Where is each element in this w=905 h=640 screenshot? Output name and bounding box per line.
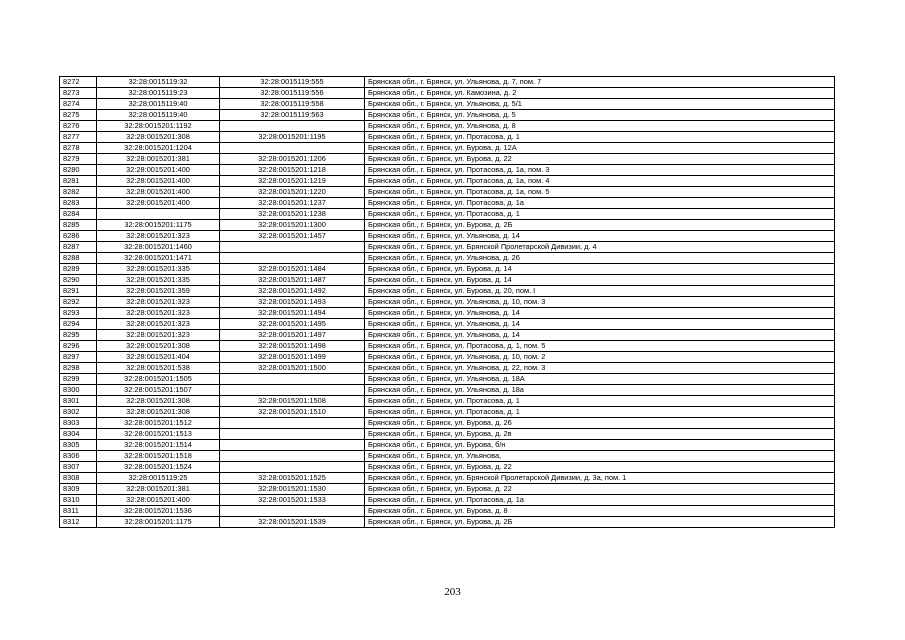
parent-cadastral-number-cell: 32:28:0015201:335: [97, 264, 220, 275]
cadastral-number-cell: 32:28:0015119:563: [220, 110, 365, 121]
table-row: [60, 407, 835, 418]
address-cell: Брянская обл., г. Брянск, ул. Ульянова, д. 10, пом. 2: [365, 352, 835, 363]
cadastral-number-cell: 32:28:0015119:556: [220, 88, 365, 99]
record-number-cell: 8277: [60, 132, 97, 143]
cadastral-number-cell: 32:28:0015201:1487: [220, 275, 365, 286]
address-cell: Брянская обл., г. Брянск, ул. Брянской Пролетарской Дивизии, д. 3а, пом. 1: [365, 473, 835, 484]
cadastral-number-cell: 32:28:0015201:1533: [220, 495, 365, 506]
record-number-cell: 8307: [60, 462, 97, 473]
parent-cadastral-number-cell: 32:28:0015201:1518: [97, 451, 220, 462]
record-number-cell: 8303: [60, 418, 97, 429]
table-row: [60, 484, 835, 495]
cadastral-number-cell: 32:28:0015201:1300: [220, 220, 365, 231]
cadastral-number-cell: [220, 418, 365, 429]
address-cell: Брянская обл., г. Брянск, ул. Протасова, д. 1: [365, 132, 835, 143]
record-number-cell: 8286: [60, 231, 97, 242]
cadastral-number-cell: [220, 121, 365, 132]
table-row: [60, 198, 835, 209]
table-row: [60, 143, 835, 154]
address-cell: Брянская обл., г. Брянск, ул. Протасова, д. 1: [365, 396, 835, 407]
table-row: [60, 242, 835, 253]
parent-cadastral-number-cell: [97, 209, 220, 220]
record-number-cell: 8296: [60, 341, 97, 352]
parent-cadastral-number-cell: 32:28:0015201:1192: [97, 121, 220, 132]
address-cell: Брянская обл., г. Брянск, ул. Бурова, д. 22: [365, 484, 835, 495]
parent-cadastral-number-cell: 32:28:0015201:381: [97, 484, 220, 495]
address-cell: Брянская обл., г. Брянск, ул. Бурова, д. 2Б: [365, 220, 835, 231]
table-row: [60, 363, 835, 374]
table-row: [60, 418, 835, 429]
cadastral-number-cell: 32:28:0015201:1499: [220, 352, 365, 363]
record-number-cell: 8274: [60, 99, 97, 110]
address-cell: Брянская обл., г. Брянск, ул. Ульянова, д. 10, пом. 3: [365, 297, 835, 308]
address-cell: Брянская обл., г. Брянск, ул. Протасова, д. 1а: [365, 495, 835, 506]
cadastral-number-cell: 32:28:0015119:558: [220, 99, 365, 110]
record-number-cell: 8289: [60, 264, 97, 275]
cadastral-number-cell: [220, 385, 365, 396]
parent-cadastral-number-cell: 32:28:0015201:381: [97, 154, 220, 165]
address-cell: Брянская обл., г. Брянск, ул. Ульянова, д. 7, пом. 7: [365, 77, 835, 88]
record-number-cell: 8306: [60, 451, 97, 462]
record-number-cell: 8288: [60, 253, 97, 264]
record-number-cell: 8284: [60, 209, 97, 220]
parent-cadastral-number-cell: 32:28:0015201:1536: [97, 506, 220, 517]
parent-cadastral-number-cell: 32:28:0015201:308: [97, 407, 220, 418]
parent-cadastral-number-cell: 32:28:0015119:40: [97, 99, 220, 110]
cadastral-number-cell: 32:28:0015201:1530: [220, 484, 365, 495]
address-cell: Брянская обл., г. Брянск, ул. Протасова, д. 1а, пом. 5: [365, 187, 835, 198]
cadastral-number-cell: [220, 506, 365, 517]
table-row: [60, 209, 835, 220]
parent-cadastral-number-cell: 32:28:0015201:1204: [97, 143, 220, 154]
table-row: [60, 319, 835, 330]
address-cell: Брянская обл., г. Брянск, ул. Протасова, д. 1: [365, 407, 835, 418]
cadastral-number-cell: 32:28:0015201:1218: [220, 165, 365, 176]
record-number-cell: 8285: [60, 220, 97, 231]
address-cell: Брянская обл., г. Брянск, ул. Протасова, д. 1а, пом. 3: [365, 165, 835, 176]
address-cell: Брянская обл., г. Брянск, ул. Брянской Пролетарской Дивизии, д. 4: [365, 242, 835, 253]
cadastral-number-cell: [220, 462, 365, 473]
parent-cadastral-number-cell: 32:28:0015201:538: [97, 363, 220, 374]
cadastral-number-cell: 32:28:0015201:1539: [220, 517, 365, 528]
parent-cadastral-number-cell: 32:28:0015119:23: [97, 88, 220, 99]
parent-cadastral-number-cell: 32:28:0015201:323: [97, 319, 220, 330]
cadastral-number-cell: 32:28:0015201:1195: [220, 132, 365, 143]
page-number: 203: [444, 586, 461, 598]
record-number-cell: 8276: [60, 121, 97, 132]
address-cell: Брянская обл., г. Брянск, ул. Бурова, д. 20, пом. I: [365, 286, 835, 297]
parent-cadastral-number-cell: 32:28:0015201:335: [97, 275, 220, 286]
cadastral-number-cell: 32:28:0015201:1500: [220, 363, 365, 374]
parent-cadastral-number-cell: 32:28:0015201:1513: [97, 429, 220, 440]
table-row: [60, 253, 835, 264]
parent-cadastral-number-cell: 32:28:0015201:1505: [97, 374, 220, 385]
cadastral-number-cell: 32:28:0015201:1508: [220, 396, 365, 407]
cadastral-number-cell: [220, 451, 365, 462]
table-row: [60, 88, 835, 99]
address-cell: Брянская обл., г. Брянск, ул. Ульянова, д. 14: [365, 330, 835, 341]
parent-cadastral-number-cell: 32:28:0015119:25: [97, 473, 220, 484]
record-number-cell: 8294: [60, 319, 97, 330]
parent-cadastral-number-cell: 32:28:0015201:1460: [97, 242, 220, 253]
address-cell: Брянская обл., г. Брянск, ул. Ульянова, д. 8: [365, 121, 835, 132]
cadastral-number-cell: 32:28:0015201:1498: [220, 341, 365, 352]
cadastral-number-cell: 32:28:0015201:1497: [220, 330, 365, 341]
parent-cadastral-number-cell: 32:28:0015201:400: [97, 187, 220, 198]
address-cell: Брянская обл., г. Брянск, ул. Бурова, б/н: [365, 440, 835, 451]
table-row: [60, 396, 835, 407]
cadastral-number-cell: 32:28:0015201:1495: [220, 319, 365, 330]
record-number-cell: 8300: [60, 385, 97, 396]
table-row: [60, 264, 835, 275]
record-number-cell: 8280: [60, 165, 97, 176]
table-row: [60, 495, 835, 506]
table-row: [60, 121, 835, 132]
record-number-cell: 8282: [60, 187, 97, 198]
address-cell: Брянская обл., г. Брянск, ул. Протасова, д. 1, пом. 5: [365, 341, 835, 352]
address-cell: Брянская обл., г. Брянск, ул. Ульянова, д. 5: [365, 110, 835, 121]
parent-cadastral-number-cell: 32:28:0015201:1512: [97, 418, 220, 429]
parent-cadastral-number-cell: 32:28:0015201:359: [97, 286, 220, 297]
parent-cadastral-number-cell: 32:28:0015201:400: [97, 495, 220, 506]
record-number-cell: 8290: [60, 275, 97, 286]
parent-cadastral-number-cell: 32:28:0015201:404: [97, 352, 220, 363]
address-cell: Брянская обл., г. Брянск, ул. Бурова, д. 2в: [365, 429, 835, 440]
cadastral-number-cell: 32:28:0015201:1220: [220, 187, 365, 198]
cadastral-number-cell: 32:28:0015119:555: [220, 77, 365, 88]
cadastral-number-cell: 32:28:0015201:1206: [220, 154, 365, 165]
parent-cadastral-number-cell: 32:28:0015201:323: [97, 231, 220, 242]
table-row: [60, 517, 835, 528]
table-row: [60, 286, 835, 297]
record-number-cell: 8297: [60, 352, 97, 363]
address-cell: Брянская обл., г. Брянск, ул. Ульянова,: [365, 451, 835, 462]
record-number-cell: 8299: [60, 374, 97, 385]
cadastral-number-cell: [220, 374, 365, 385]
address-cell: Брянская обл., г. Брянск, ул. Бурова, д. 14: [365, 275, 835, 286]
parent-cadastral-number-cell: 32:28:0015201:400: [97, 176, 220, 187]
record-number-cell: 8308: [60, 473, 97, 484]
table-row: [60, 297, 835, 308]
parent-cadastral-number-cell: 32:28:0015201:400: [97, 165, 220, 176]
parent-cadastral-number-cell: 32:28:0015201:308: [97, 396, 220, 407]
table-row: [60, 187, 835, 198]
cadastral-number-cell: 32:28:0015201:1457: [220, 231, 365, 242]
address-cell: Брянская обл., г. Брянск, ул. Бурова, д. 22: [365, 154, 835, 165]
cadastral-number-cell: 32:28:0015201:1492: [220, 286, 365, 297]
parent-cadastral-number-cell: 32:28:0015201:308: [97, 132, 220, 143]
parent-cadastral-number-cell: 32:28:0015201:1507: [97, 385, 220, 396]
parent-cadastral-number-cell: 32:28:0015201:400: [97, 198, 220, 209]
parent-cadastral-number-cell: 32:28:0015201:323: [97, 330, 220, 341]
address-cell: Брянская обл., г. Брянск, ул. Ульянова, д. 26: [365, 253, 835, 264]
table-row: [60, 473, 835, 484]
address-cell: Брянская обл., г. Брянск, ул. Ульянова, д. 22, пом. 3: [365, 363, 835, 374]
record-number-cell: 8287: [60, 242, 97, 253]
table-row: [60, 275, 835, 286]
record-number-cell: 8279: [60, 154, 97, 165]
parent-cadastral-number-cell: 32:28:0015201:1524: [97, 462, 220, 473]
record-number-cell: 8301: [60, 396, 97, 407]
cadastral-number-cell: 32:28:0015201:1238: [220, 209, 365, 220]
table-row: [60, 77, 835, 88]
address-cell: Брянская обл., г. Брянск, ул. Протасова, д. 1а: [365, 198, 835, 209]
table-row: [60, 308, 835, 319]
table-row: [60, 506, 835, 517]
parent-cadastral-number-cell: 32:28:0015201:323: [97, 308, 220, 319]
cadastral-number-cell: [220, 143, 365, 154]
table-row: [60, 154, 835, 165]
record-number-cell: 8293: [60, 308, 97, 319]
table-row: [60, 165, 835, 176]
record-number-cell: 8273: [60, 88, 97, 99]
record-number-cell: 8311: [60, 506, 97, 517]
address-cell: Брянская обл., г. Брянск, ул. Ульянова, д. 14: [365, 308, 835, 319]
record-number-cell: 8292: [60, 297, 97, 308]
cadastral-number-cell: 32:28:0015201:1237: [220, 198, 365, 209]
record-number-cell: 8283: [60, 198, 97, 209]
cadastral-number-cell: 32:28:0015201:1219: [220, 176, 365, 187]
registry-table-body: [60, 77, 835, 528]
record-number-cell: 8291: [60, 286, 97, 297]
registry-table: [59, 76, 835, 528]
cadastral-number-cell: 32:28:0015201:1493: [220, 297, 365, 308]
table-row: [60, 451, 835, 462]
table-row: [60, 429, 835, 440]
table-row: [60, 231, 835, 242]
address-cell: Брянская обл., г. Брянск, ул. Ульянова, д. 14: [365, 231, 835, 242]
record-number-cell: 8272: [60, 77, 97, 88]
address-cell: Брянская обл., г. Брянск, ул. Бурова, д. 2Б: [365, 517, 835, 528]
parent-cadastral-number-cell: 32:28:0015119:40: [97, 110, 220, 121]
parent-cadastral-number-cell: 32:28:0015201:1471: [97, 253, 220, 264]
record-number-cell: 8278: [60, 143, 97, 154]
address-cell: Брянская обл., г. Брянск, ул. Протасова, д. 1: [365, 209, 835, 220]
table-row: [60, 352, 835, 363]
parent-cadastral-number-cell: 32:28:0015119:32: [97, 77, 220, 88]
address-cell: Брянская обл., г. Брянск, ул. Ульянова, д. 5/1: [365, 99, 835, 110]
address-cell: Брянская обл., г. Брянск, ул. Камозина, д. 2: [365, 88, 835, 99]
cadastral-number-cell: [220, 429, 365, 440]
table-row: [60, 132, 835, 143]
record-number-cell: 8302: [60, 407, 97, 418]
table-row: [60, 110, 835, 121]
cadastral-number-cell: [220, 440, 365, 451]
table-row: [60, 99, 835, 110]
record-number-cell: 8305: [60, 440, 97, 451]
address-cell: Брянская обл., г. Брянск, ул. Ульянова, д. 14: [365, 319, 835, 330]
table-row: [60, 220, 835, 231]
table-row: [60, 330, 835, 341]
table-row: [60, 374, 835, 385]
table-row: [60, 385, 835, 396]
cadastral-number-cell: [220, 253, 365, 264]
cadastral-number-cell: 32:28:0015201:1525: [220, 473, 365, 484]
parent-cadastral-number-cell: 32:28:0015201:1175: [97, 517, 220, 528]
record-number-cell: 8275: [60, 110, 97, 121]
cadastral-number-cell: 32:28:0015201:1484: [220, 264, 365, 275]
cadastral-number-cell: 32:28:0015201:1494: [220, 308, 365, 319]
cadastral-number-cell: [220, 242, 365, 253]
table-row: [60, 462, 835, 473]
record-number-cell: 8304: [60, 429, 97, 440]
address-cell: Брянская обл., г. Брянск, ул. Протасова, д. 1а, пом. 4: [365, 176, 835, 187]
table-row: [60, 440, 835, 451]
address-cell: Брянская обл., г. Брянск, ул. Бурова, д. 14: [365, 264, 835, 275]
record-number-cell: 8281: [60, 176, 97, 187]
record-number-cell: 8309: [60, 484, 97, 495]
record-number-cell: 8298: [60, 363, 97, 374]
parent-cadastral-number-cell: 32:28:0015201:308: [97, 341, 220, 352]
cadastral-number-cell: 32:28:0015201:1510: [220, 407, 365, 418]
record-number-cell: 8312: [60, 517, 97, 528]
parent-cadastral-number-cell: 32:28:0015201:323: [97, 297, 220, 308]
address-cell: Брянская обл., г. Брянск, ул. Бурова, д. 26: [365, 418, 835, 429]
record-number-cell: 8295: [60, 330, 97, 341]
address-cell: Брянская обл., г. Брянск, ул. Ульянова, д. 18А: [365, 374, 835, 385]
address-cell: Брянская обл., г. Брянск, ул. Ульянова, д. 18а: [365, 385, 835, 396]
record-number-cell: 8310: [60, 495, 97, 506]
parent-cadastral-number-cell: 32:28:0015201:1514: [97, 440, 220, 451]
parent-cadastral-number-cell: 32:28:0015201:1175: [97, 220, 220, 231]
address-cell: Брянская обл., г. Брянск, ул. Бурова, д. 12А: [365, 143, 835, 154]
table-row: [60, 176, 835, 187]
address-cell: Брянская обл., г. Брянск, ул. Бурова, д. 8: [365, 506, 835, 517]
table-row: [60, 341, 835, 352]
address-cell: Брянская обл., г. Брянск, ул. Бурова, д. 22: [365, 462, 835, 473]
